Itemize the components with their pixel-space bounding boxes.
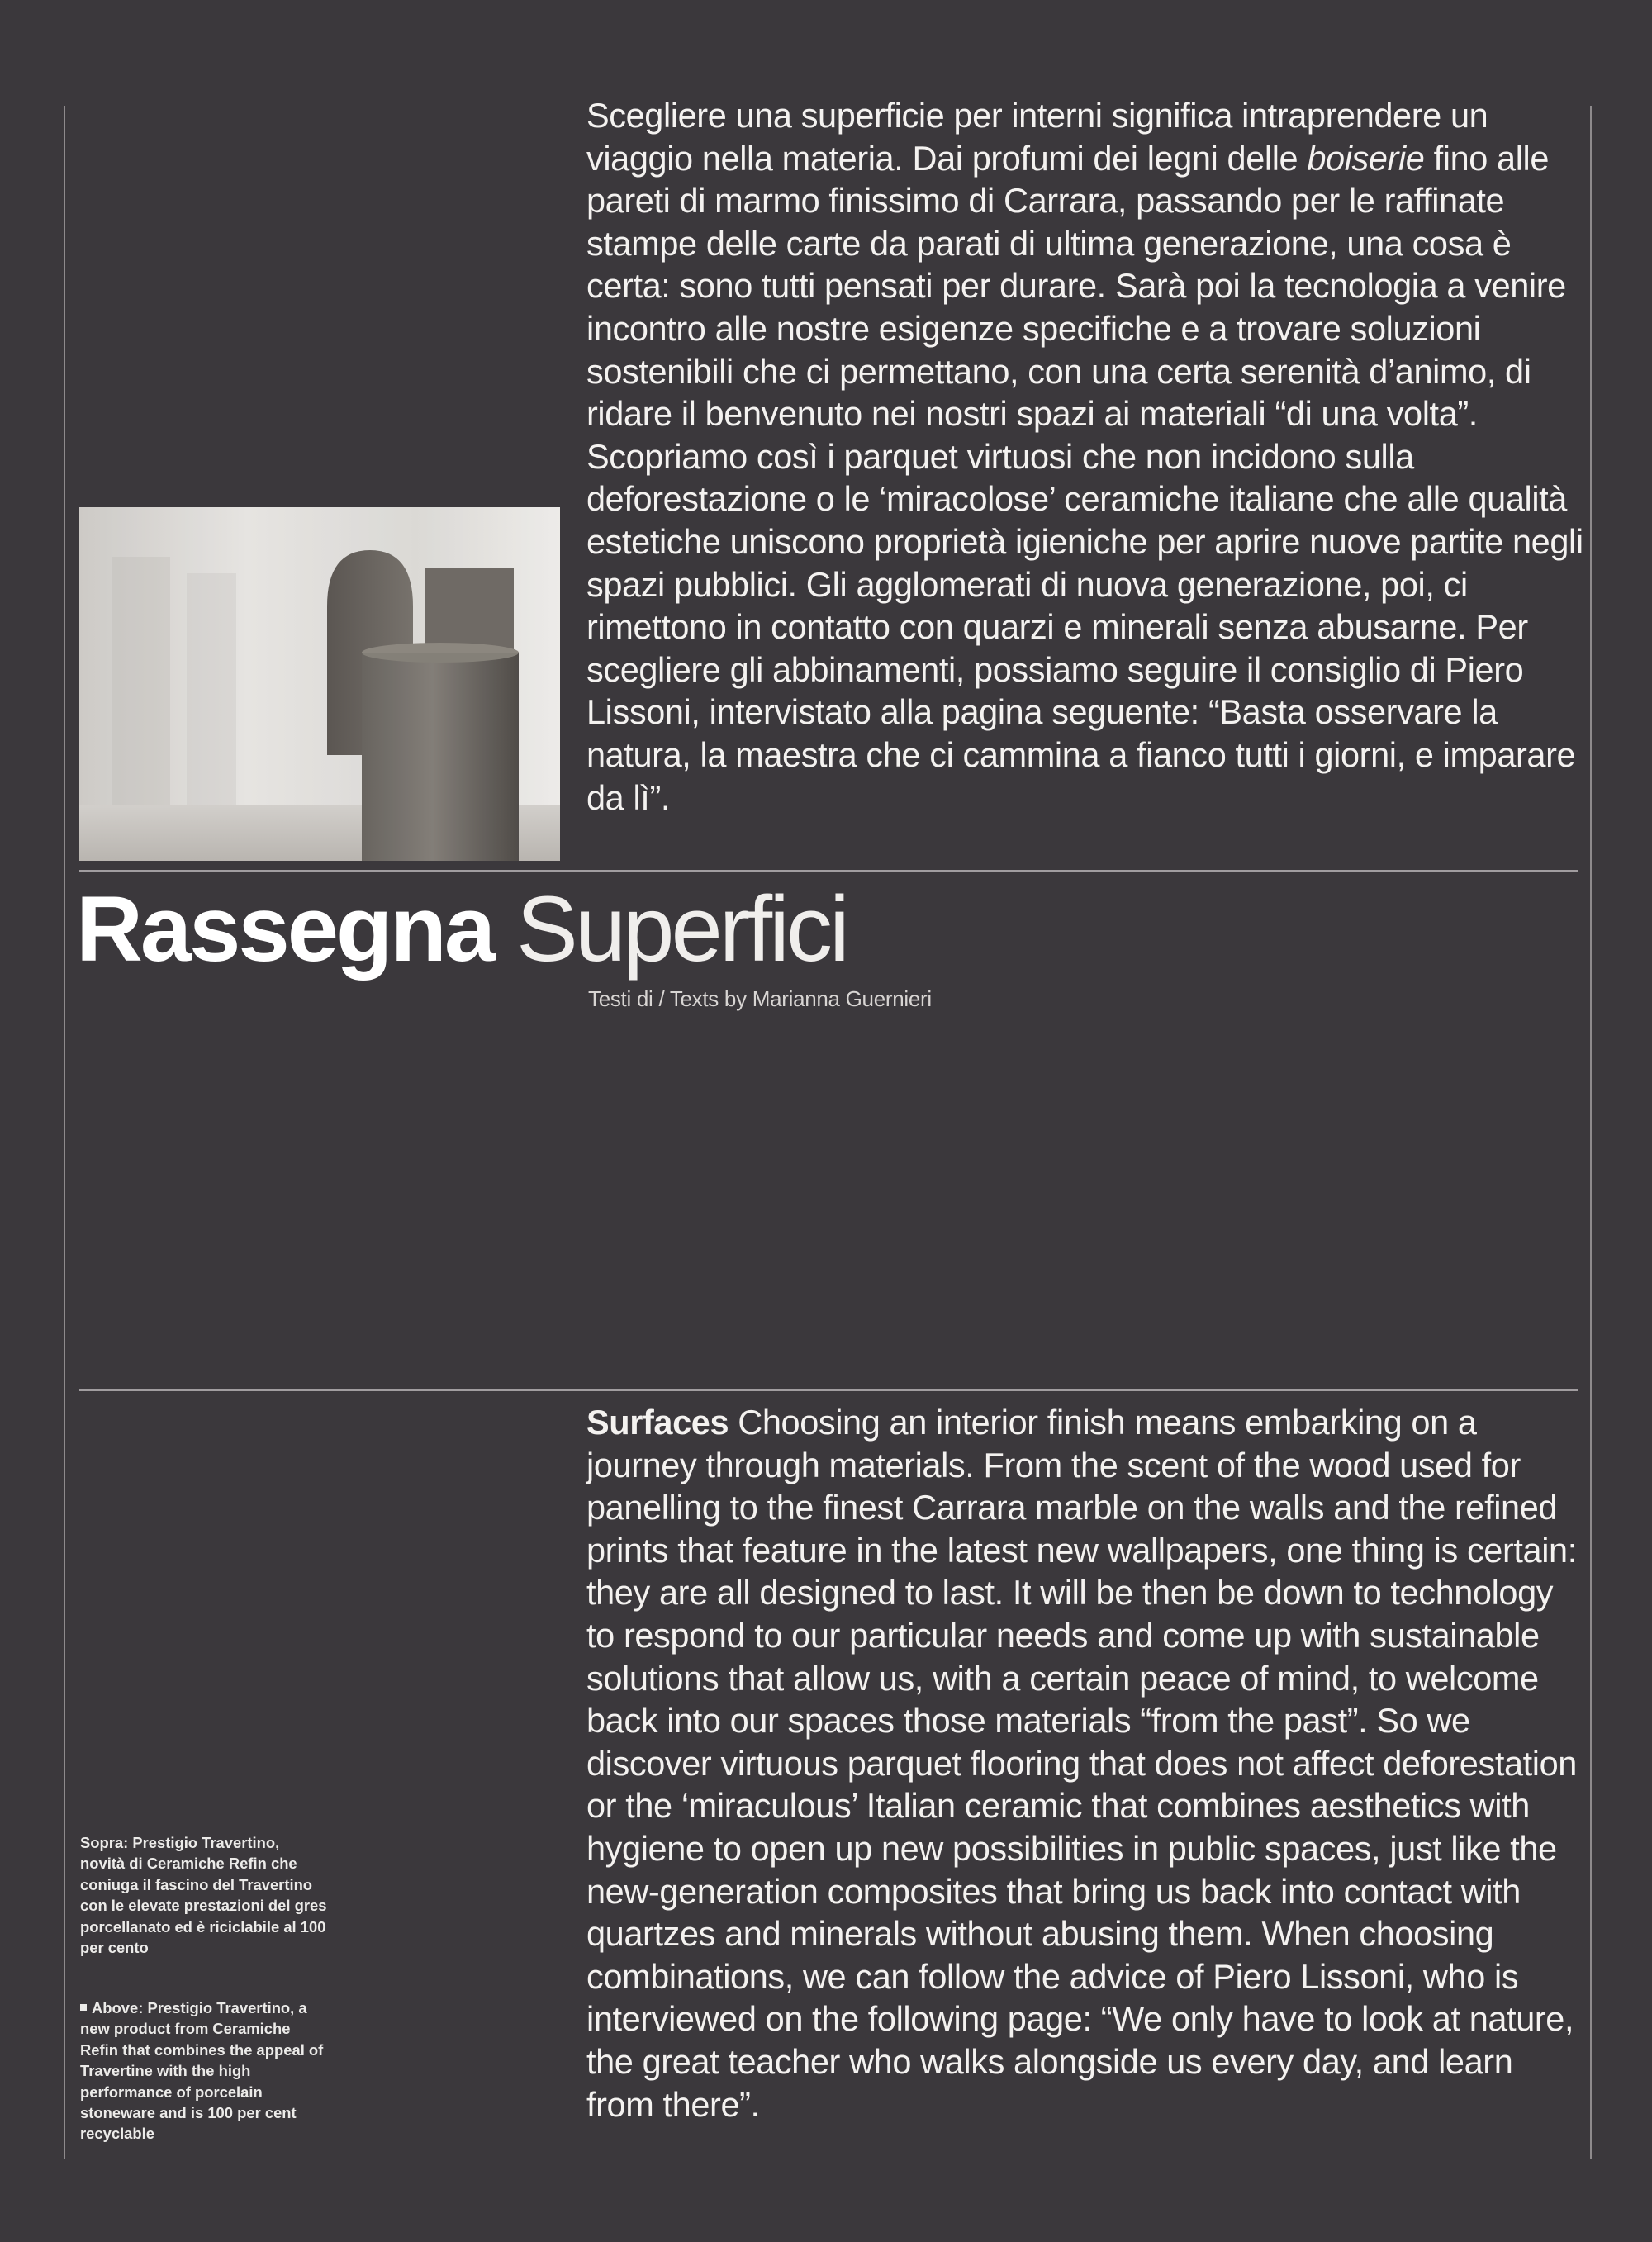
title-bold: Rassegna — [76, 877, 494, 981]
title-light: Superfici — [516, 877, 847, 981]
english-intro-text: Surfaces Choosing an interior finish means embarking on a journey through materials. From the scent of the wood used for panelling to the finest Carrara marble on the walls and the refined prints that feature in the latest new wallpapers, one thing is certain: they are all designed to last. It will be then be down to technology to respond to our particular needs and come up with sustainable solutions that allow us, with a certain peace of mind, to welcome back into our spaces those materials “from the past”. So we discover virtuous parquet flooring that does not affect deforestation or the ‘miraculous’ Italian ceramic that combines aesthetics with hygiene to open up new possibilities in public spaces, just like the new-generation composites that bring us back into contact with quartzes and minerals without abusing them. When choosing combinations, we can follow the advice of Piero Lissoni, who is interviewed on the following page: “We only have to look at nature, the great teacher who walks alongside us every day, and learn from there”. — [586, 1403, 1577, 2124]
top-horizontal-rule — [79, 870, 1578, 872]
bullet-icon — [80, 2004, 87, 2011]
italic-word: boiserie — [1307, 138, 1425, 178]
caption-italian: Sopra: Prestigio Travertino, novità di Ceramiche Refin che coniuga il fascino del Travertino con le elevate prestazioni del gres porcellanato ed è riciclabile al 100 per cento — [80, 1834, 327, 1957]
middle-horizontal-rule — [79, 1389, 1578, 1391]
right-vertical-rule — [1590, 106, 1592, 2159]
page-title — [76, 876, 847, 983]
italian-intro-text: Scegliere una superficie per interni significa intraprendere un viaggio nella materia. Dai profumi dei legni delle boiserie fino alle pareti di marmo finissimo di Carrara, passando per le raffinate stampe delle carte da parati di ultima generazione, una cosa è certa: sono tutti pensati per durare. Sarà poi la tecnologia a venire incontro alle nostre esigenze specifiche e a trovare soluzioni sostenibili che ci permettano, con una certa serenità d’animo, di ridare il benvenuto nei nostri spazi ai materiali “di una volta”. Scopriamo così i parquet virtuosi che non incidono sulla deforestazione o le ‘miracolose’ ceramiche italiane che alle qualità estetiche uniscono proprietà igieniche per aprire nuove partite negli spazi pubblici. Gli agglomerati di nuova generazione, poi, ci rimettono in contatto con quarzi e minerali senza abusarne. Per scegliere gli abbinamenti, possiamo seguire il consiglio di Piero Lissoni, intervistato alla pagina seguente: “Basta osservare la natura, la maestra che ci cammina a fianco tutti i giorni, e imparare da lì”. — [586, 96, 1583, 817]
travertino-photo — [79, 507, 560, 861]
byline: Testi di / Texts by Marianna Guernieri — [588, 986, 932, 1011]
english-lead: Surfaces — [586, 1403, 729, 1442]
left-vertical-rule — [64, 106, 65, 2159]
caption-english: Above: Prestigio Travertino, a new product from Ceramiche Refin that combines the appeal of Travertine with the high performance of porcelain stoneware and is 100 per cent recyclable — [80, 1999, 324, 2143]
